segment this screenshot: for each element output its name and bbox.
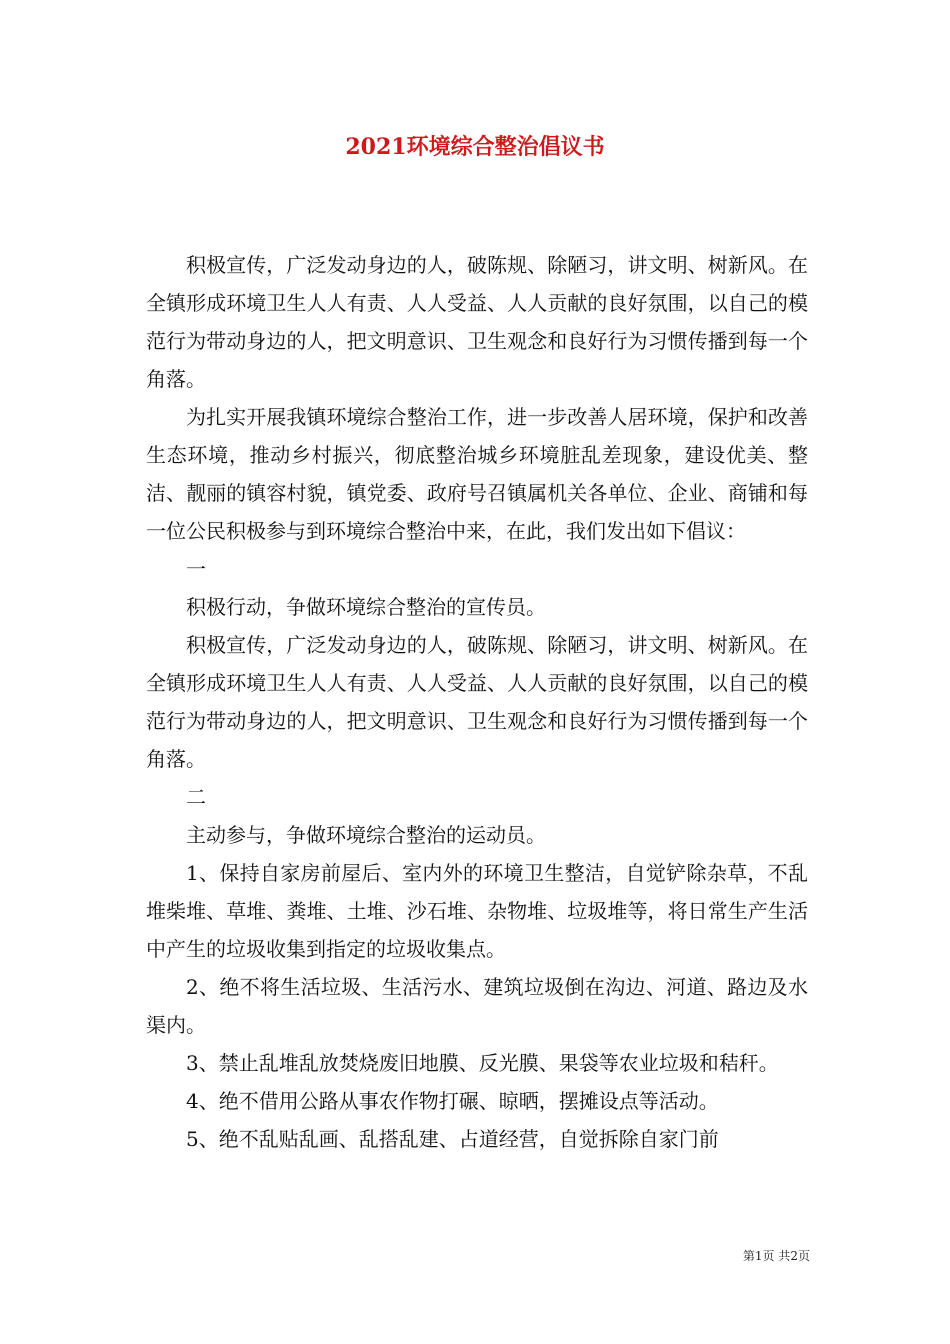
section-number: 二 <box>186 785 206 809</box>
paragraph: 积极宣传，广泛发动身边的人，破陈规、除陋习，讲文明、树新风。在全镇形成环境卫生人人有责、人人受益、人人贡献的良好氛围，以自己的模范行为带动身边的人，把文明意识、卫生观念和良好行为习惯传播到每一个角落。 <box>146 633 808 771</box>
page-number: 第1页 共2页 <box>742 1249 810 1263</box>
paragraph: 积极宣传，广泛发动身边的人，破陈规、除陋习，讲文明、树新风。在全镇形成环境卫生人人有责、人人受益、人人贡献的良好氛围，以自己的模范行为带动身边的人，把文明意识、卫生观念和良好行为习惯传播到每一个角落。 <box>146 253 808 391</box>
list-item: 5、绝不乱贴乱画、乱搭乱建、占道经营，自觉拆除自家门前 <box>186 1127 719 1151</box>
document-body <box>146 246 808 1158</box>
section-number: 一 <box>186 557 206 581</box>
list-item: 2、绝不将生活垃圾、生活污水、建筑垃圾倒在沟边、河道、路边及水渠内。 <box>146 975 808 1037</box>
list-item: 1、保持自家房前屋后、室内外的环境卫生整洁，自觉铲除杂草，不乱堆柴堆、草堆、粪堆、土堆、沙石堆、杂物堆、垃圾堆等，将日常生产生活中产生的垃圾收集到指定的垃圾收集点。 <box>146 861 808 961</box>
document-title: 2021环境综合整治倡议书 <box>345 134 605 160</box>
list-item: 3、禁止乱堆乱放焚烧废旧地膜、反光膜、果袋等农业垃圾和秸秆。 <box>186 1051 779 1075</box>
paragraph: 为扎实开展我镇环境综合整治工作，进一步改善人居环境，保护和改善生态环境，推动乡村振兴，彻底整治城乡环境脏乱差现象，建设优美、整洁、靓丽的镇容村貌，镇党委、政府号召镇属机关各单位、企业、商铺和每一位公民积极参与到环境综合整治中来，在此，我们发出如下倡议： <box>146 405 808 543</box>
section-heading: 主动参与，争做环境综合整治的运动员。 <box>186 823 546 847</box>
section-heading: 积极行动，争做环境综合整治的宣传员。 <box>186 595 546 619</box>
list-item: 4、绝不借用公路从事农作物打碾、晾晒，摆摊设点等活动。 <box>186 1089 719 1113</box>
